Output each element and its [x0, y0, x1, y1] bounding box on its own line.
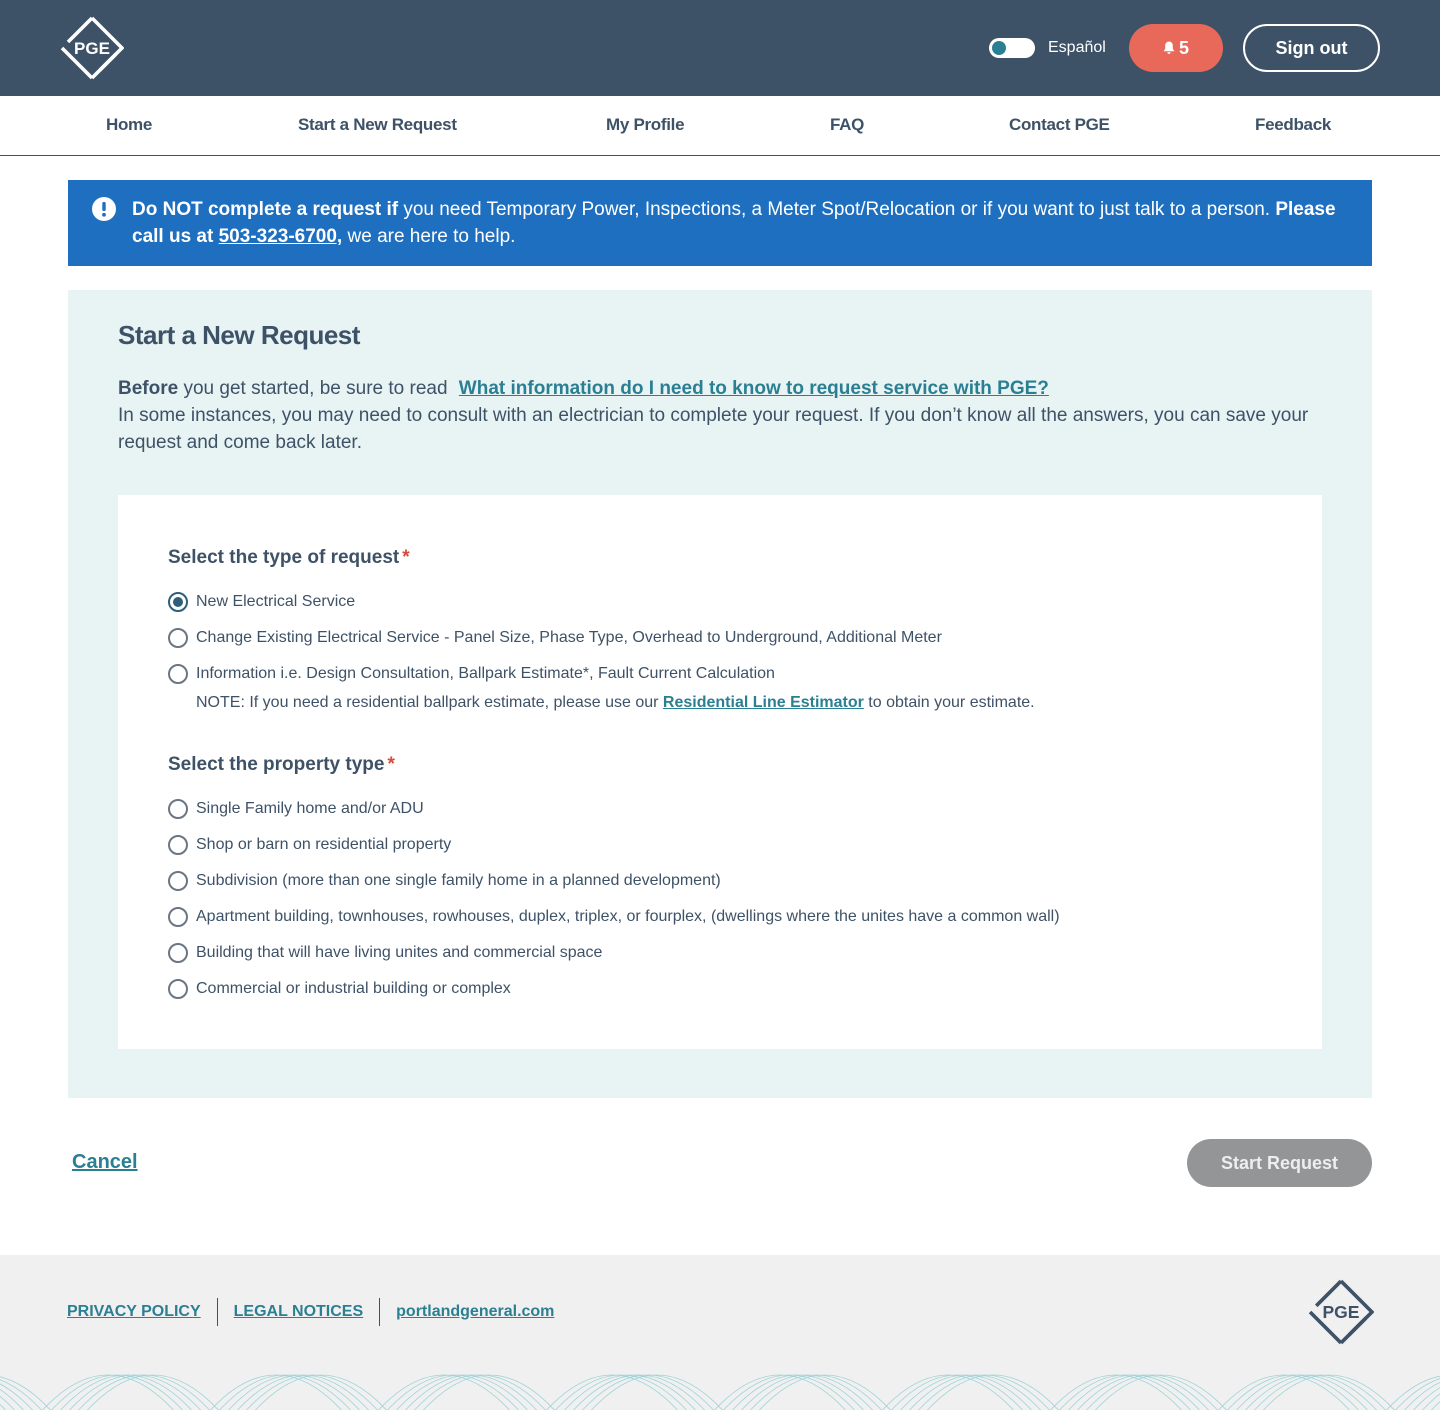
portlandgeneral-link[interactable]: portlandgeneral.com	[396, 1303, 555, 1320]
legal-notices-link[interactable]: LEGAL NOTICES	[233, 1303, 364, 1320]
wave-line	[542, 1375, 682, 1410]
main-nav	[0, 96, 1440, 156]
wave-line	[401, 1375, 541, 1410]
info-needed-link[interactable]: What information do I need to know to request service with PGE?	[458, 378, 1049, 399]
privacy-policy-link[interactable]: PRIVACY POLICY	[67, 1303, 201, 1320]
wave-line	[0, 1375, 46, 1410]
radio-button[interactable]	[168, 979, 188, 999]
nav-start-new-request[interactable]: Start a New Request	[298, 115, 457, 134]
intro-body: In some instances, you may need to consult with an electrician to complete your request. If you don’t know all the answers, you can save your request and come back later.	[118, 405, 1309, 453]
option-label: Shop or barn on residential property	[196, 836, 452, 853]
language-label: Español	[1048, 39, 1106, 56]
notification-count: 5	[1178, 37, 1189, 58]
wave-line	[65, 1375, 205, 1410]
wave-line	[578, 1375, 718, 1410]
request-type-option[interactable]	[168, 663, 775, 685]
wave-line	[419, 1375, 559, 1410]
phone-link[interactable]: 503-323-6700,	[218, 226, 343, 247]
property-type-option[interactable]	[168, 906, 1060, 928]
wave-line	[74, 1375, 214, 1410]
bell-icon	[1163, 41, 1175, 55]
nav-home[interactable]: Home	[106, 115, 153, 134]
wave-line	[242, 1375, 382, 1410]
wave-line	[1382, 1375, 1440, 1410]
radio-button[interactable]	[168, 943, 188, 963]
wave-line	[215, 1375, 355, 1410]
wave-line	[719, 1375, 859, 1410]
svg-text:PGE: PGE	[74, 39, 110, 58]
residential-line-estimator-link[interactable]: Residential Line Estimator	[662, 694, 864, 711]
alert-icon	[92, 197, 116, 221]
notifications-button[interactable]	[1129, 24, 1223, 72]
required-mark: *	[402, 547, 410, 568]
wave-line	[710, 1375, 850, 1410]
wave-line	[755, 1375, 895, 1410]
alert-message	[132, 196, 1342, 250]
top-header	[0, 0, 1440, 96]
wave-line	[896, 1375, 1036, 1410]
wave-line	[914, 1375, 1054, 1410]
property-type-option[interactable]	[168, 870, 721, 892]
option-label: Single Family home and/or ADU	[196, 800, 424, 817]
radio-button[interactable]	[168, 628, 188, 648]
nav-contact-pge[interactable]: Contact PGE	[1009, 115, 1110, 134]
wave-line	[1259, 1375, 1399, 1410]
nav-faq[interactable]: FAQ	[830, 115, 865, 134]
wave-line	[923, 1375, 1063, 1410]
wave-line	[56, 1375, 196, 1410]
cancel-link[interactable]: Cancel	[72, 1151, 138, 1173]
wave-line	[1427, 1375, 1440, 1410]
required-mark: *	[387, 754, 395, 775]
wave-line	[1064, 1375, 1204, 1410]
wave-line	[1055, 1375, 1195, 1410]
intro-lead: you get started, be sure to read	[178, 378, 453, 399]
pge-logo[interactable]	[60, 16, 124, 80]
wave-line	[206, 1375, 346, 1410]
option-label: New Electrical Service	[196, 593, 356, 610]
wave-line	[1232, 1375, 1372, 1410]
radio-button[interactable]	[168, 907, 188, 927]
estimator-note: NOTE: If you need a residential ballpark estimate, please use our Residential Line Estimator to obtain your estimate.	[196, 694, 1035, 711]
divider	[217, 1298, 218, 1326]
option-label: Commercial or industrial building or complex	[196, 980, 511, 997]
wave-line	[0, 1375, 28, 1410]
decorative-waves	[0, 1355, 1440, 1410]
radio-button[interactable]	[168, 871, 188, 891]
nav-feedback[interactable]: Feedback	[1255, 115, 1332, 134]
intro-text	[118, 375, 1318, 456]
radio-button[interactable]	[168, 799, 188, 819]
wave-line	[410, 1375, 550, 1410]
request-type-label: Select the type of request *	[168, 547, 410, 568]
toggle-knob	[992, 41, 1006, 55]
request-type-option[interactable]	[168, 627, 942, 649]
property-type-label: Select the property type *	[168, 754, 395, 775]
wave-line	[587, 1375, 727, 1410]
footer-pge-logo	[1308, 1279, 1374, 1345]
alert-call: Please call us at	[132, 199, 1336, 247]
wave-line	[560, 1375, 700, 1410]
property-type-option[interactable]	[168, 942, 602, 964]
wave-line	[905, 1375, 1045, 1410]
wave-line	[47, 1375, 187, 1410]
divider	[379, 1298, 380, 1326]
wave-line	[728, 1375, 868, 1410]
wave-line	[38, 1375, 178, 1410]
request-panel	[68, 290, 1372, 1098]
wave-line	[1214, 1375, 1354, 1410]
alert-text: you need Temporary Power, Inspections, a Meter Spot/Relocation or if you want to just talk to a person.	[398, 199, 1276, 220]
wave-line	[383, 1375, 523, 1410]
option-label: Apartment building, townhouses, rowhouses, duplex, triplex, or fourplex, (dwellings where the unites have a common wall)	[196, 908, 1060, 925]
option-label: Information i.e. Design Consultation, Ballpark Estimate*, Fault Current Calculation	[196, 665, 775, 682]
wave-line	[1241, 1375, 1381, 1410]
request-type-option[interactable]	[168, 591, 355, 613]
wave-line	[233, 1375, 373, 1410]
radio-button[interactable]	[168, 592, 188, 612]
option-label: Building that will have living unites and commercial space	[196, 944, 603, 961]
wave-line	[392, 1375, 532, 1410]
wave-line	[1223, 1375, 1363, 1410]
page-title: Start a New Request	[118, 320, 360, 350]
alert-lead: Do NOT complete a request if	[132, 199, 399, 220]
wave-line	[569, 1375, 709, 1410]
nav-my-profile[interactable]: My Profile	[606, 115, 685, 134]
wave-line	[224, 1375, 364, 1410]
alert-tail: we are here to help.	[342, 226, 516, 247]
option-label: Change Existing Electrical Service - Panel Size, Phase Type, Overhead to Underground, Additional Meter	[196, 629, 942, 646]
request-form	[118, 495, 1322, 1049]
footer-links	[67, 1297, 554, 1327]
wave-line	[83, 1375, 223, 1410]
wave-line	[887, 1375, 1027, 1410]
call-us-alert	[68, 180, 1372, 266]
sign-out-button[interactable]: Sign out	[1243, 24, 1380, 72]
property-type-option[interactable]	[168, 834, 451, 856]
radio-button[interactable]	[168, 664, 188, 684]
footer	[0, 1255, 1440, 1410]
wave-line	[551, 1375, 691, 1410]
wave-line	[1082, 1375, 1222, 1410]
property-type-option[interactable]	[168, 798, 424, 820]
intro-bold: Before	[118, 378, 179, 399]
svg-text:PGE: PGE	[1322, 1302, 1360, 1323]
wave-line	[1046, 1375, 1186, 1410]
radio-button[interactable]	[168, 835, 188, 855]
property-type-option[interactable]	[168, 978, 511, 1000]
wave-line	[1073, 1375, 1213, 1410]
wave-line	[1250, 1375, 1390, 1410]
wave-line	[737, 1375, 877, 1410]
wave-line	[1091, 1375, 1231, 1410]
start-request-button[interactable]: Start Request	[1187, 1139, 1372, 1187]
language-toggle[interactable]	[989, 38, 1035, 58]
wave-line	[878, 1375, 1018, 1410]
wave-line	[746, 1375, 886, 1410]
wave-line	[251, 1375, 391, 1410]
option-label: Subdivision (more than one single family home in a planned development)	[196, 872, 721, 889]
wave-line	[374, 1375, 514, 1410]
